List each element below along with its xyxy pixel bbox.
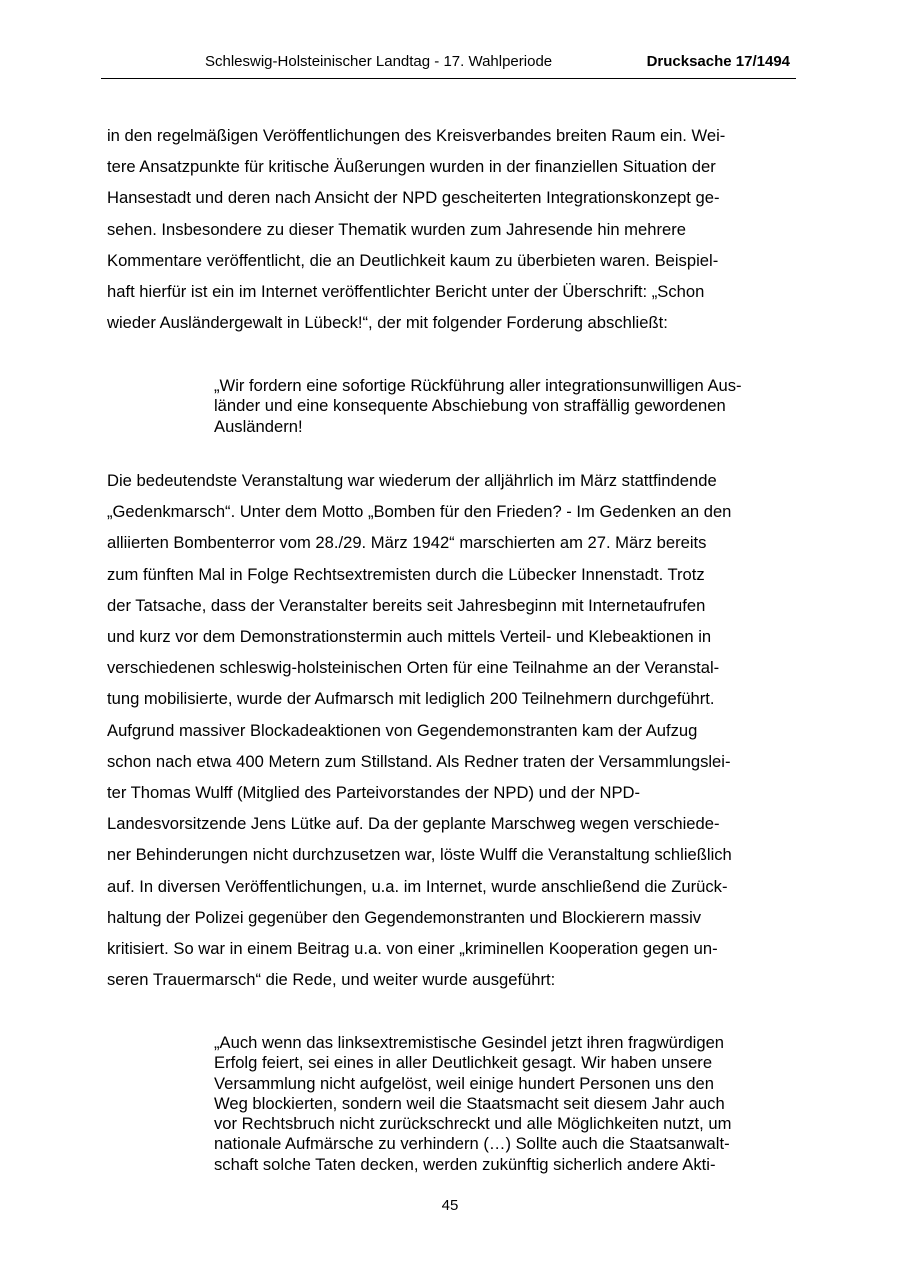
text-line: schon nach etwa 400 Metern zum Stillstand. Als Redner traten der Versammlungslei- [107,751,731,771]
quote-line: Erfolg feiert, sei eines in aller Deutlichkeit gesagt. Wir haben unsere [214,1053,713,1073]
quote-line: „Auch wenn das linksextremistische Gesindel jetzt ihren fragwürdigen [214,1033,725,1052]
text-line: seren Trauermarsch“ die Rede, und weiter wurde ausgeführt: [107,970,556,990]
paragraph-2 [107,465,797,995]
text-line: tung mobilisierte, wurde der Aufmarsch mit lediglich 200 Teilnehmern durchgeführt. [107,689,715,709]
text-line: und kurz vor dem Demonstrationstermin auch mittels Verteil- und Klebeaktionen in [107,627,712,647]
text-line: haft hierfür ist ein im Internet veröffentlichter Bericht unter der Überschrift: „Schon [107,282,705,302]
text-line: kritisiert. So war in einem Beitrag u.a. von einer „kriminellen Kooperation gegen un- [107,939,718,959]
text-line: der Tatsache, dass der Veranstalter bereits seit Jahresbeginn mit Internetaufrufen [107,595,706,615]
text-line: Landesvorsitzende Jens Lütke auf. Da der geplante Marschweg wegen verschiede- [107,814,720,834]
text-line: wieder Ausländergewalt in Lübeck!“, der mit folgender Forderung abschließt: [107,313,668,333]
text-line: in den regelmäßigen Veröffentlichungen des Kreisverbandes breiten Raum ein. Wei- [107,126,726,145]
quote-line: Ausländern! [214,416,303,436]
quote-line: schaft solche Taten decken, werden zukünftig sicherlich andere Akti- [214,1154,716,1174]
block-quote-2 [214,1033,794,1175]
header-title: Schleswig-Holsteinischer Landtag - 17. Wahlperiode [205,53,553,70]
quote-line: „Wir fordern eine sofortige Rückführung aller integrationsunwilligen Aus- [214,376,742,395]
quote-line: vor Rechtsbruch nicht zurückschreckt und alle Möglichkeiten nutzt, um [214,1114,732,1134]
text-line: auf. In diversen Veröffentlichungen, u.a. im Internet, wurde anschließend die Zurück- [107,876,728,896]
quote-line: länder und eine konsequente Abschiebung von straffällig gewordenen [214,396,726,416]
quote-line: Versammlung nicht aufgelöst, weil einige hundert Personen uns den [214,1073,714,1093]
page-number: 45 [441,1197,459,1214]
text-line: „Gedenkmarsch“. Unter dem Motto „Bomben für den Frieden? - Im Gedenken an den [107,502,732,522]
text-line: zum fünften Mal in Folge Rechtsextremisten durch die Lübecker Innenstadt. Trotz [107,564,705,584]
text-line: sehen. Insbesondere zu dieser Thematik wurden zum Jahresende hin mehrere [107,219,686,239]
text-line: ner Behinderungen nicht durchzusetzen war, löste Wulff die Veranstaltung schließlich [107,845,732,865]
text-line: tere Ansatzpunkte für kritische Äußerungen wurden in der finanziellen Situation der [107,157,716,177]
text-line: Hansestadt und deren nach Ansicht der NPD gescheiterten Integrationskonzept ge- [107,188,720,208]
text-line: ter Thomas Wulff (Mitglied des Parteivorstandes der NPD) und der NPD- [107,783,641,803]
block-quote-1 [214,376,794,437]
text-line: haltung der Polizei gegenüber den Gegendemonstranten und Blockierern massiv [107,907,702,927]
quote-line: Weg blockierten, sondern weil die Staatsmacht seit diesem Jahr auch [214,1093,725,1113]
paragraph-1 [107,120,797,338]
text-line: Die bedeutendste Veranstaltung war wiederum der alljährlich im März stattfindende [107,471,717,490]
text-line: Kommentare veröffentlicht, die an Deutlichkeit kaum zu überbieten waren. Beispiel- [107,250,719,270]
document-number: Drucksache 17/1494 [646,53,790,70]
quote-line: nationale Aufmärsche zu verhindern (…) Sollte auch die Staatsanwalt- [214,1134,730,1154]
text-line: verschiedenen schleswig-holsteinischen Orten für eine Teilnahme an der Veranstal- [107,658,720,678]
text-line: alliierten Bombenterror vom 28./29. März 1942“ marschierten am 27. März bereits [107,533,707,553]
text-line: Aufgrund massiver Blockadeaktionen von Gegendemonstranten kam der Aufzug [107,720,698,740]
page-header [101,52,796,79]
